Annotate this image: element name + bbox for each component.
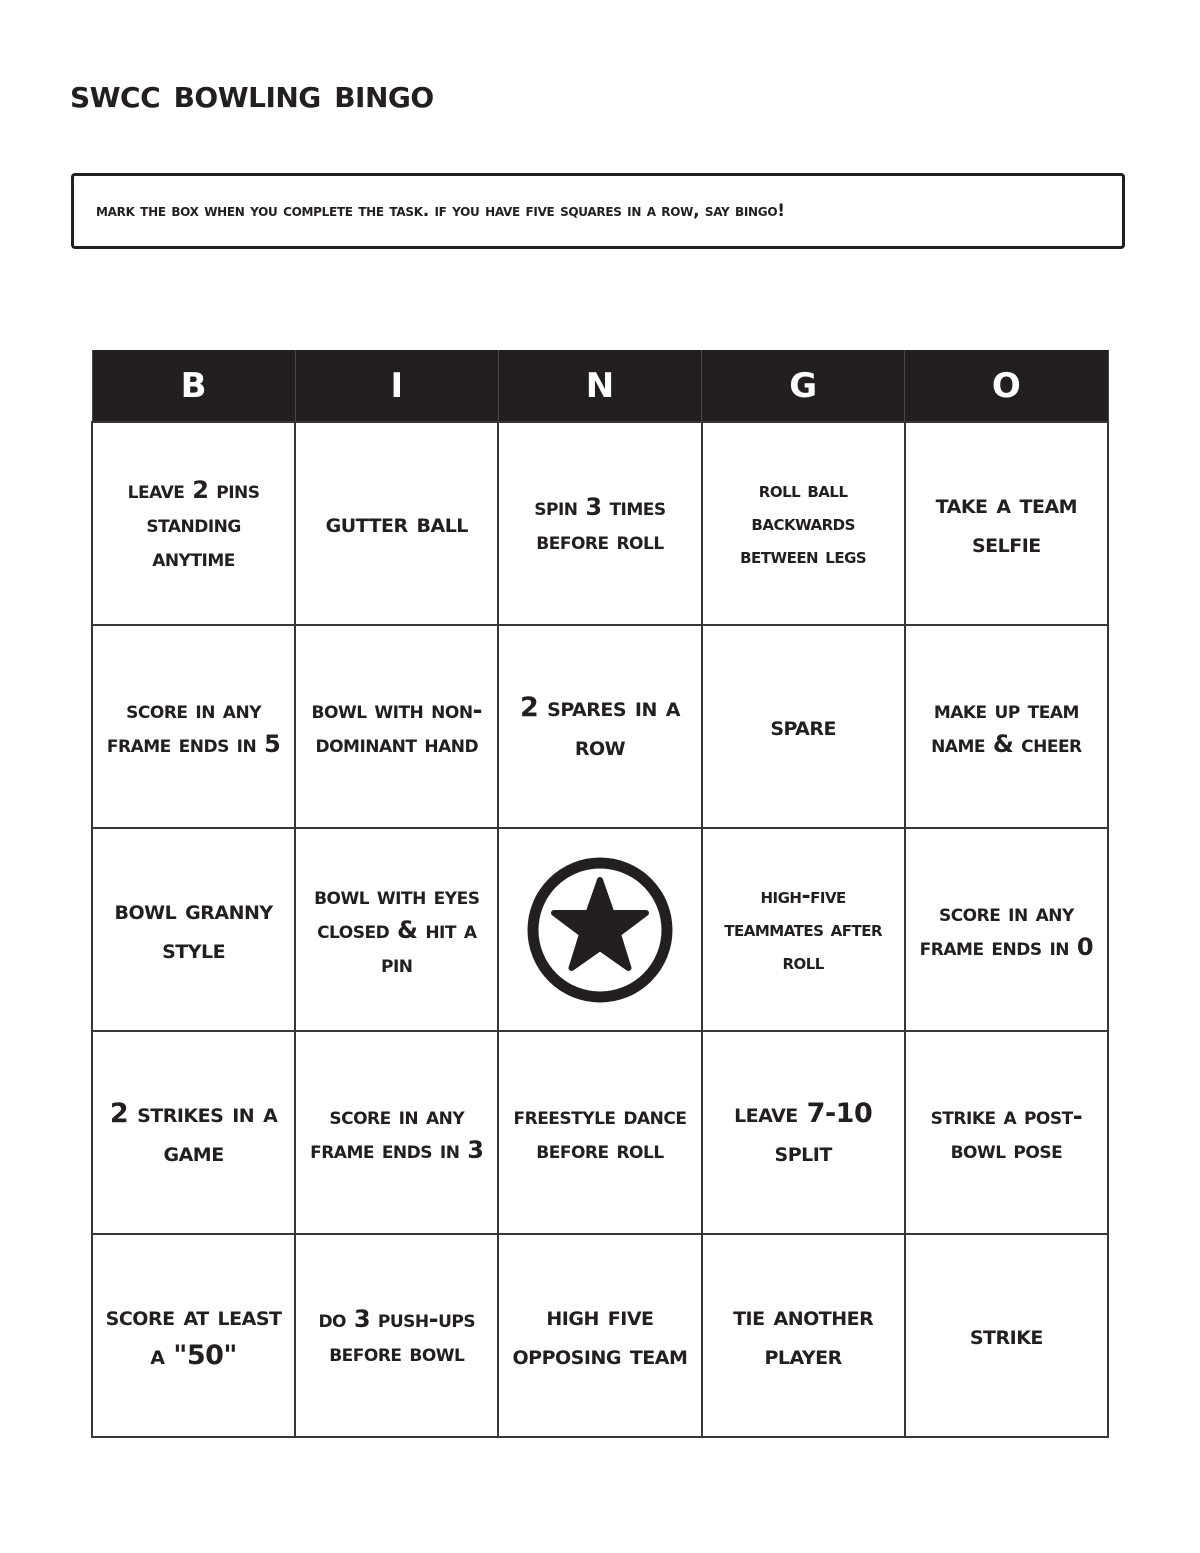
bingo-square[interactable]: leave 2 pins standing anytime	[92, 422, 295, 625]
bingo-row	[92, 1234, 1108, 1437]
free-space-wrapper	[509, 855, 690, 1005]
column-header-i: I	[295, 350, 498, 422]
instructions-text: mark the box when you complete the task. if you have five squares in a row, say bingo!	[96, 201, 785, 221]
bingo-square[interactable]: score in any frame ends in 3	[295, 1031, 498, 1234]
column-header-b: B	[92, 350, 295, 422]
bingo-square[interactable]: take a team selfie	[905, 422, 1108, 625]
bingo-row	[92, 828, 1108, 1031]
bingo-square[interactable]: make up team name & cheer	[905, 625, 1108, 828]
bingo-board	[91, 350, 1109, 1438]
bingo-square[interactable]: strike a post-bowl pose	[905, 1031, 1108, 1234]
page-title: swcc bowling bingo	[70, 71, 434, 117]
column-header-n: N	[498, 350, 701, 422]
bingo-square[interactable]: do 3 push-ups before bowl	[295, 1234, 498, 1437]
bingo-row	[92, 625, 1108, 828]
bingo-square[interactable]: score in any frame ends in 5	[92, 625, 295, 828]
bingo-square[interactable]: spin 3 times before roll	[498, 422, 701, 625]
instructions-box	[71, 173, 1125, 249]
bingo-square[interactable]: spare	[702, 625, 905, 828]
bingo-square[interactable]: strike	[905, 1234, 1108, 1437]
bingo-square[interactable]: bowl with eyes closed & hit a pin	[295, 828, 498, 1031]
bingo-square[interactable]: 2 spares in a row	[498, 625, 701, 828]
free-space[interactable]	[498, 828, 701, 1031]
column-header-g: G	[702, 350, 905, 422]
bingo-square[interactable]: score at least a "50"	[92, 1234, 295, 1437]
bingo-square[interactable]: 2 strikes in a game	[92, 1031, 295, 1234]
bingo-square[interactable]: roll ball backwards between legs	[702, 422, 905, 625]
bingo-square[interactable]: freestyle dance before roll	[498, 1031, 701, 1234]
bingo-square[interactable]: high five opposing team	[498, 1234, 701, 1437]
bingo-header-row	[92, 350, 1108, 422]
column-header-o: O	[905, 350, 1108, 422]
bingo-row	[92, 422, 1108, 625]
bingo-square[interactable]: bowl with non-dominant hand	[295, 625, 498, 828]
bingo-row	[92, 1031, 1108, 1234]
bingo-square[interactable]: bowl granny style	[92, 828, 295, 1031]
bingo-square[interactable]: gutter ball	[295, 422, 498, 625]
bingo-square[interactable]: tie another player	[702, 1234, 905, 1437]
star-in-circle-icon	[525, 855, 675, 1005]
bingo-square[interactable]: leave 7-10 split	[702, 1031, 905, 1234]
bingo-square[interactable]: score in any frame ends in 0	[905, 828, 1108, 1031]
bingo-square[interactable]: high-five teammates after roll	[702, 828, 905, 1031]
